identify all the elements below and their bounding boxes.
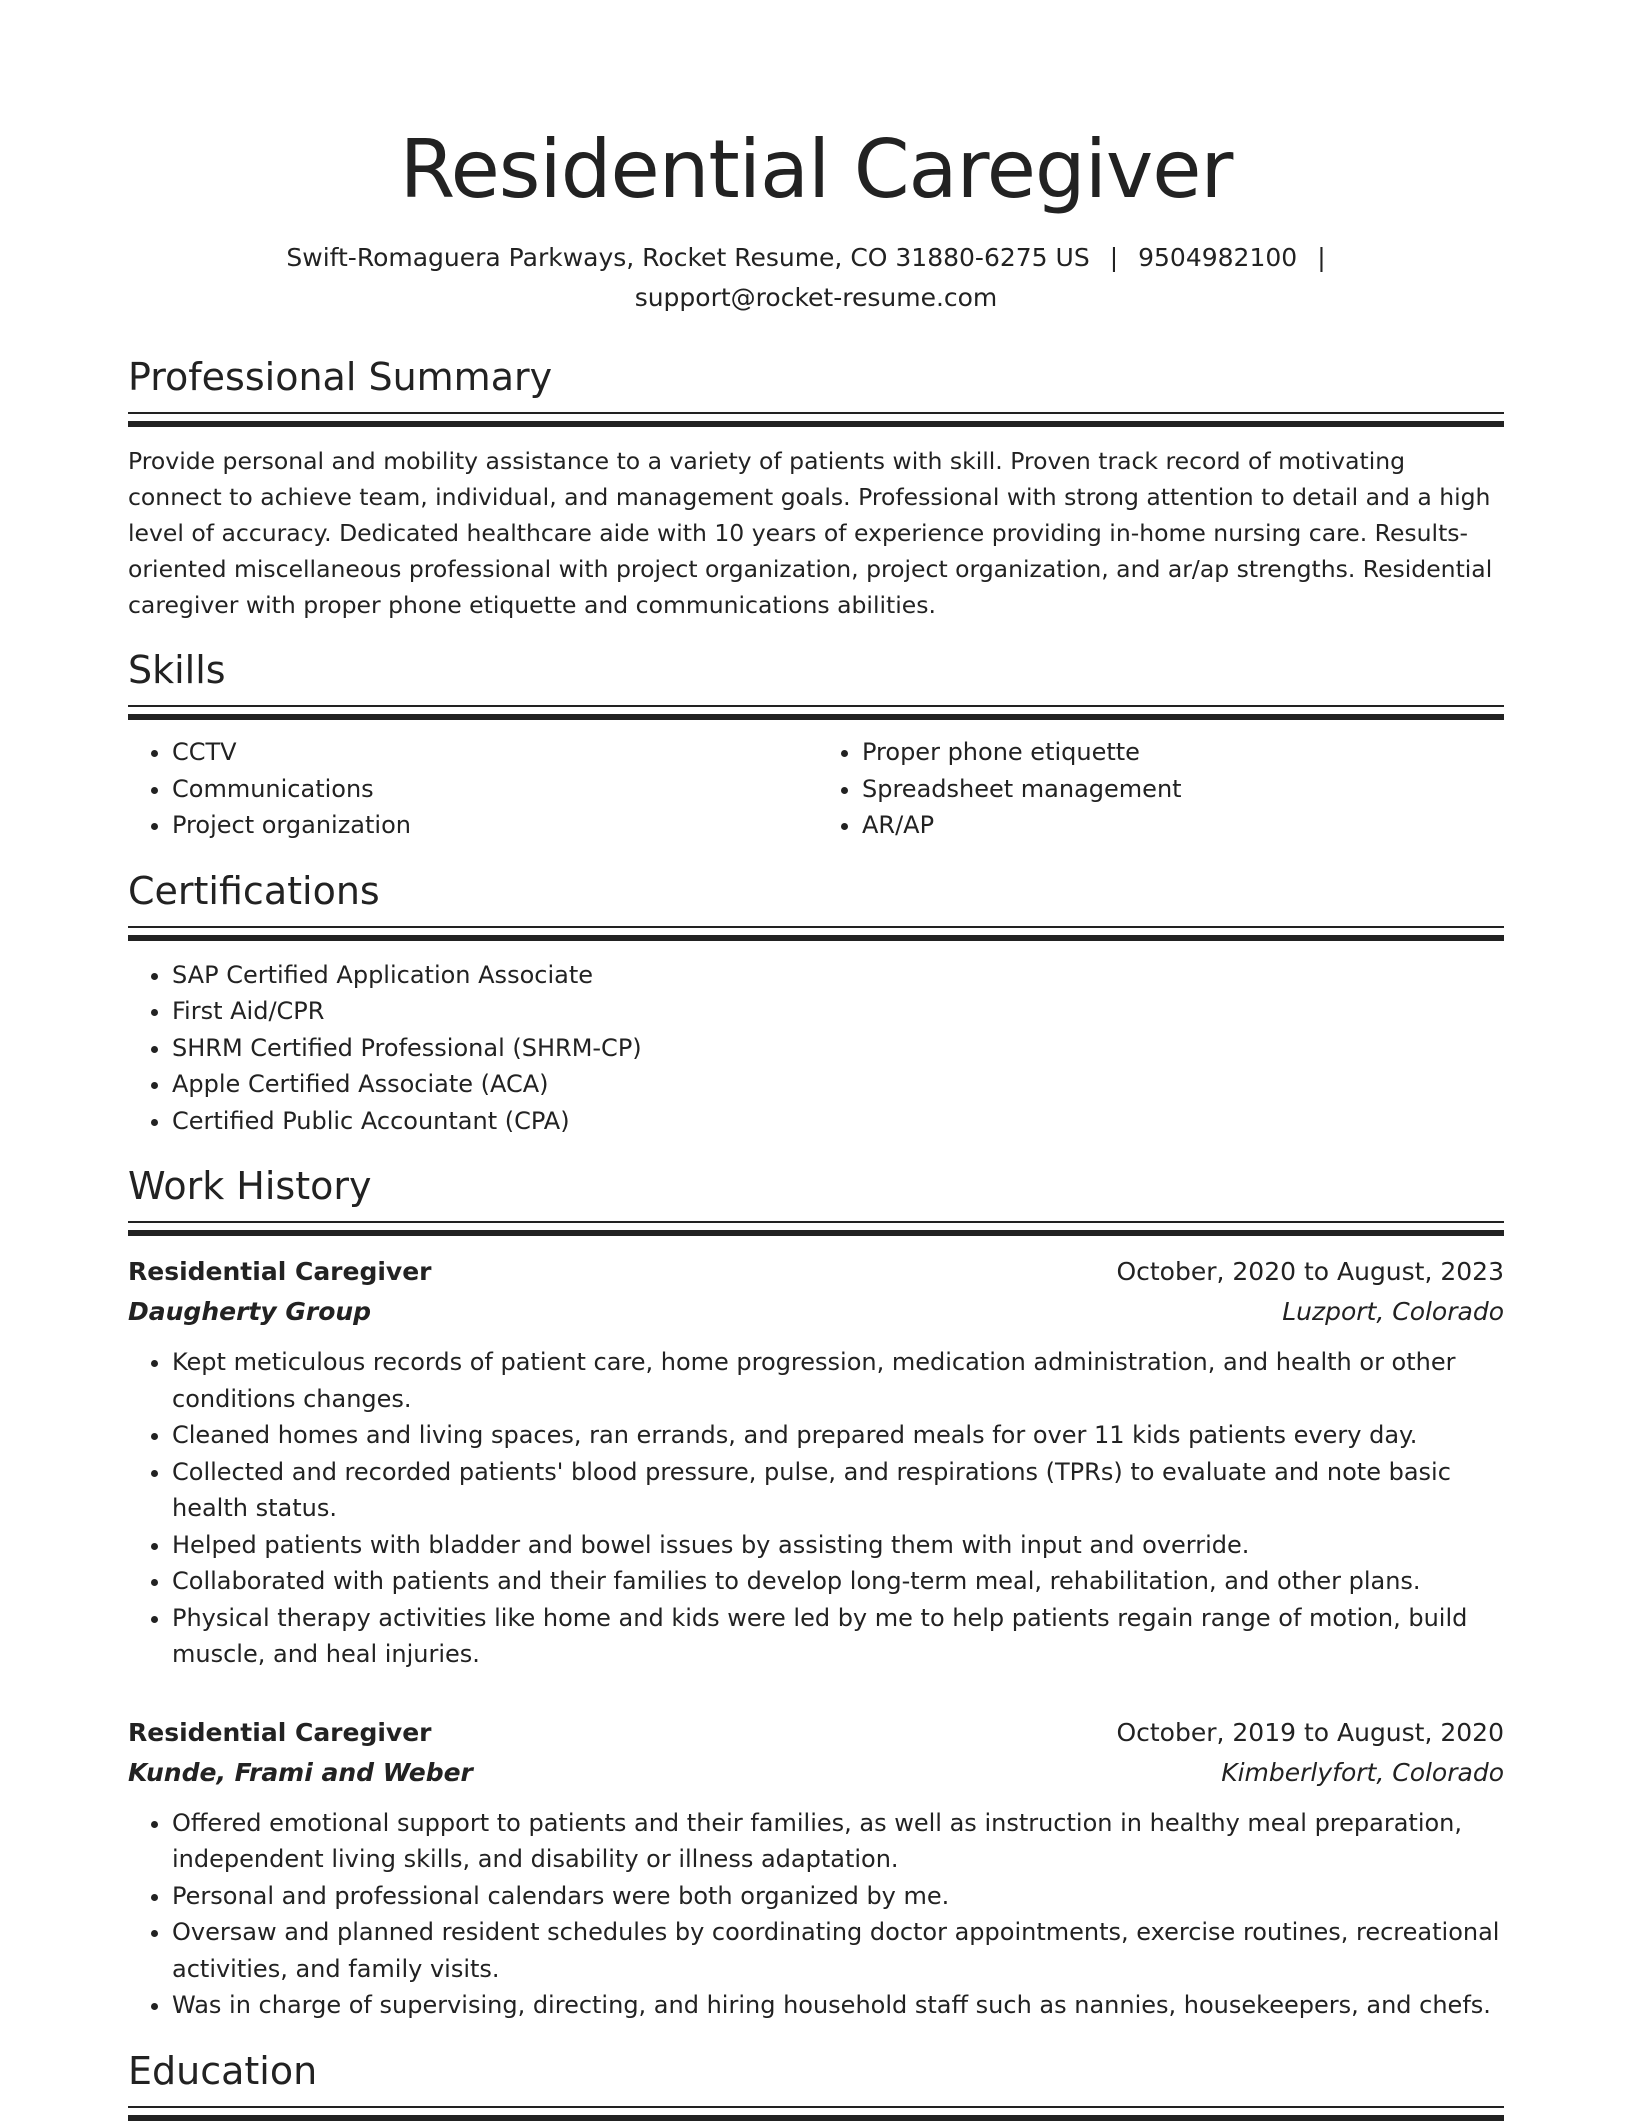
certification-item: • Certified Public Accountant (CPA) <box>172 1103 1504 1140</box>
job-entry <box>128 1252 1504 1673</box>
certifications-list <box>128 957 1504 1140</box>
section-heading: Work History <box>128 1164 372 1208</box>
job-duty-item: • Offered emotional support to patients and their families, as well as instruction in healthy meal preparation, independent living skills, and disability or illness adaptation. <box>172 1805 1504 1878</box>
section-divider <box>128 412 1504 427</box>
job-duty-item: • Cleaned homes and living spaces, ran errands, and prepared meals for over 11 kids patients every day. <box>172 1417 1504 1454</box>
job-duty-item: • Helped patients with bladder and bowel issues by assisting them with input and override. <box>172 1527 1504 1564</box>
job-duty-item: • Was in charge of supervising, directing, and hiring household staff such as nannies, housekeepers, and chefs. <box>172 1987 1504 2024</box>
job-header-row <box>128 1252 1504 1292</box>
job-duties-list <box>128 1344 1504 1673</box>
certification-item: • Apple Certified Associate (ACA) <box>172 1066 1504 1103</box>
job-company-row <box>128 1292 1504 1332</box>
contact-separator: | <box>1317 243 1326 272</box>
skills-columns <box>128 734 1504 844</box>
skills-list-left <box>128 734 816 844</box>
job-title: Residential Caregiver <box>128 1717 432 1747</box>
job-duty-item: • Oversaw and planned resident schedules by coordinating doctor appointments, exercise routines, recreational activities, and family visits. <box>172 1914 1504 1987</box>
skill-item: • CCTV <box>172 734 816 771</box>
job-duty-item: • Collaborated with patients and their families to develop long-term meal, rehabilitation, and other plans. <box>172 1563 1504 1600</box>
certification-item: • SHRM Certified Professional (SHRM-CP) <box>172 1030 1504 1067</box>
skill-item: • Project organization <box>172 807 816 844</box>
certification-item: • First Aid/CPR <box>172 993 1504 1030</box>
section-heading: Professional Summary <box>128 355 553 399</box>
job-duty-item: • Collected and recorded patients' blood pressure, pulse, and respirations (TPRs) to evaluate and note basic health status. <box>172 1454 1504 1527</box>
section-skills <box>128 645 1504 844</box>
section-summary <box>128 352 1504 623</box>
contact-email: support@rocket-resume.com <box>634 283 998 312</box>
job-location: Kimberlyfort, Colorado <box>1221 1757 1504 1787</box>
job-company: Daugherty Group <box>128 1297 372 1326</box>
section-work-history <box>128 1161 1504 2024</box>
job-dates: October, 2019 to August, 2020 <box>1116 1717 1504 1747</box>
skill-item: • Communications <box>172 771 816 808</box>
job-duty-item: • Physical therapy activities like home and kids were led by me to help patients regain range of motion, build muscle, and heal injuries. <box>172 1600 1504 1673</box>
job-header-row <box>128 1713 1504 1753</box>
contact-address: Swift-Romaguera Parkways, Rocket Resume, CO 31880-6275 US <box>286 243 1090 272</box>
skill-item: • Spreadsheet management <box>862 771 1504 808</box>
job-dates: October, 2020 to August, 2023 <box>1116 1257 1504 1286</box>
job-company: Kunde, Frami and Weber <box>128 1757 473 1787</box>
job-duty-item: • Personal and professional calendars were both organized by me. <box>172 1878 1504 1915</box>
job-duties-list <box>128 1805 1504 2024</box>
contact-separator: | <box>1109 243 1119 272</box>
job-location: Luzport, Colorado <box>1282 1297 1504 1326</box>
certification-item: • SAP Certified Application Associate <box>172 957 1504 994</box>
job-duty-item: • Kept meticulous records of patient care, home progression, medication administration, and health or other conditions changes. <box>172 1344 1504 1417</box>
job-entry <box>128 1713 1504 2024</box>
section-divider <box>128 926 1504 941</box>
section-education <box>128 2046 1504 2121</box>
summary-text: Provide personal and mobility assistance to a variety of patients with skill. Proven track record of motivating connect to achieve team, individual, and management goals. Professional with strong attention to detail and a high level of accuracy. Dedicated healthcare aide with 10 years of experience providing in-home nursing care. Results-oriented miscellaneous professional with project organization, project organization, and ar/ap strengths. Residential caregiver with proper phone etiquette and communications abilities. <box>128 447 1493 619</box>
section-heading: Certifications <box>128 868 380 913</box>
section-certifications <box>128 866 1504 1140</box>
resume-name: Residential Caregiver <box>399 123 1233 216</box>
job-company-row <box>128 1753 1504 1793</box>
section-heading: Education <box>128 2048 318 2093</box>
contact-phone: 9504982100 <box>1138 243 1298 272</box>
job-title: Residential Caregiver <box>128 1257 432 1286</box>
section-heading: Skills <box>128 648 226 692</box>
skill-item: • AR/AP <box>862 807 1504 844</box>
resume-page <box>128 0 1504 2121</box>
skill-item: • Proper phone etiquette <box>862 734 1504 771</box>
section-divider <box>128 705 1504 720</box>
skills-list-right <box>816 734 1504 844</box>
section-divider <box>128 2106 1504 2121</box>
contact-info <box>128 238 1504 318</box>
section-divider <box>128 1221 1504 1236</box>
